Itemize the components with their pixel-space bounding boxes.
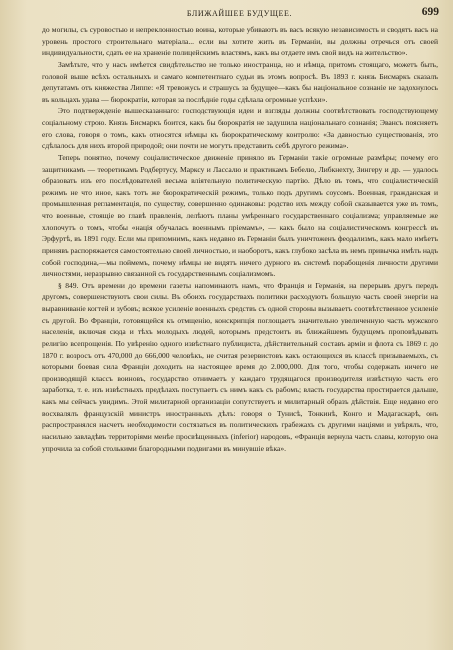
- paragraph-bismarck-testimony: Замѣтьте, что у насъ имѣется свидѣтельство не только иностранца, но и нѣмца, притомъ стоящаго, можетъ быть, головой выше всѣхъ остальныхъ и самаго компетентнаго судьи въ этомъ вопросѣ. Въ 1893 г. князь Бисмаркъ сказалъ депутатамъ отъ княжества Липпе: «Я тревожусь и страшусь за будущее—какъ бы національное сознаніе не задохнулось въ кольцахъ удава — бюрократіи, которая за послѣдніе годы сдѣлала огромные успѣхи».: [42, 59, 438, 104]
- page-header: [40, 6, 439, 22]
- paragraph-section-849: § 849. Отъ времени до времени газеты напоминаютъ намъ, что Франція и Германія, на перерывъ другъ передъ другомъ, совершенствуютъ свои силы. Въ обоихъ государствахъ политики расходуютъ большую часть своей энергіи на выравниваніе когтей и зубовъ; всякое усиленіе военныхъ средствъ съ одной стороны вызываетъ соотвѣтственное усиленіе съ другой. Во Франціи, готовящейся къ отмщенію, конскрипція поглощаетъ значительно увеличенную часть мужского населенія, включая сюда и тѣхъ молодыхъ людей, которымъ предстоитъ въ ближайшемъ будущемъ проповѣдывать религію всепрощенія. По увѣренію одного извѣстнаго публициста, дѣйствительный составъ арміи и флота съ 1869 г. до 1870 г. возросъ отъ 470,000 до 666,000 человѣкъ, не считая резервистовъ какъ остающихся въ классѣ призываемыхъ, съ которыми боевая сила Франціи доходить на настоящее время до 2.000,000. Для того, чтобы содержать ничего не производящій классъ воиновъ, государство отнимаетъ у каждаго трудящагося производителя извѣстную часть его заработка, т. е. изъ извѣстныхъ предѣлахъ поступаетъ съ нимъ какъ съ рабомъ; власть государства простирается дальше, какъ мы сейчасъ увидимъ. Этой милитарной организаціи сопутствуетъ и милитарный образъ дѣйствія. Еще недавно его восхвалялъ французскій министръ иностранныхъ дѣлъ: говоря о Тунисѣ, Тонкинѣ, Конго и Мадагаскарѣ, онъ распространялся насчетъ необходимости состязаться въ политическихъ грабежахъ съ другими націями и увѣрялъ, что, насильно завладѣвъ территоріями менѣе просвѣщенныхъ (inferior) народовъ, «Франція вернула часть славы, которую она упрочила за собой столькими благородными подвигами въ минувшіе вѣка».: [42, 280, 438, 453]
- paragraph-continuation: до могилы, съ суровостью и непреклонностью воина, которые убиваютъ въ васъ всякую независимость и сводятъ васъ на уровень простого строительнаго матеріала... если вы хотите жить въ Германіи, вы должны отречься отъ своей индивидуальности, сдать ее на храненіе полицейскимъ властямъ, какъ вы отдаете имъ свой видъ на жительство».: [42, 25, 438, 58]
- paragraph-bureaucracy: Это подтвержденіе вышесказаннаго: господствующія идеи и взгляды должны соотвѣтствовать господствующему соціальному строю. Князь Бисмаркъ боится, какъ бы бюрократія не задушила національнаго сознанія; Эвансъ поясняетъ его слова, говоря о томъ, какъ относятся нѣмцы къ бюрократическому контролю: «За давностью существованія, это сдѣлалось для нихъ второй природой; они почти не могутъ представить себѣ другого режима».: [42, 106, 438, 151]
- running-head: БЛИЖАЙШЕЕ БУДУЩЕЕ.: [186, 9, 293, 18]
- page-number: 699: [421, 6, 439, 18]
- paragraph-socialism: Теперь понятно, почему соціалистическое движеніе приняло въ Германіи такіе огромные размѣры; почему его защитникамъ — теоретикамъ Родбертусу, Марксу и Лассалю и практикамъ Бебелю, Либкнехту, Зингеру и др. — удалось образовать изъ его послѣдователей весьма вліятельную политическую партію. Дѣло въ томъ, что соціалистическій режимъ не что иное, какъ тотъ же бюрократическій режимъ, только подъ другимъ соусомъ. Военная, гражданская и промышленная регламентація, по существу, совершенно одинаковы: родство ихъ между собой сказывается уже въ томъ, что военные, стоящіе во главѣ правленія, лелѣютъ планы умѣреннаго государственнаго соціализма; управляемые же хлопочутъ о томъ, чтобы «нація обучалась военнымъ пріемамъ», — какъ было на соціалистическомъ конгрессѣ въ Эрфуртѣ, въ 1891 году. Если мы припомнимъ, какъ недавно въ Германіи былъ уничтоженъ феодализмъ, какъ мало имѣетъ принявъ распоряжается самостоятельно своей личностью, и наоборотъ, какъ глубоко засѣла въ немъ привычка имѣть надъ собой господина,—мы поймемъ, почему нѣмцы не видятъ ничего дурного въ системѣ порабощенія личности другими личностями, неразрывно связанной съ государственнымъ соціализмомъ.: [42, 152, 438, 279]
- body-text: [42, 24, 438, 642]
